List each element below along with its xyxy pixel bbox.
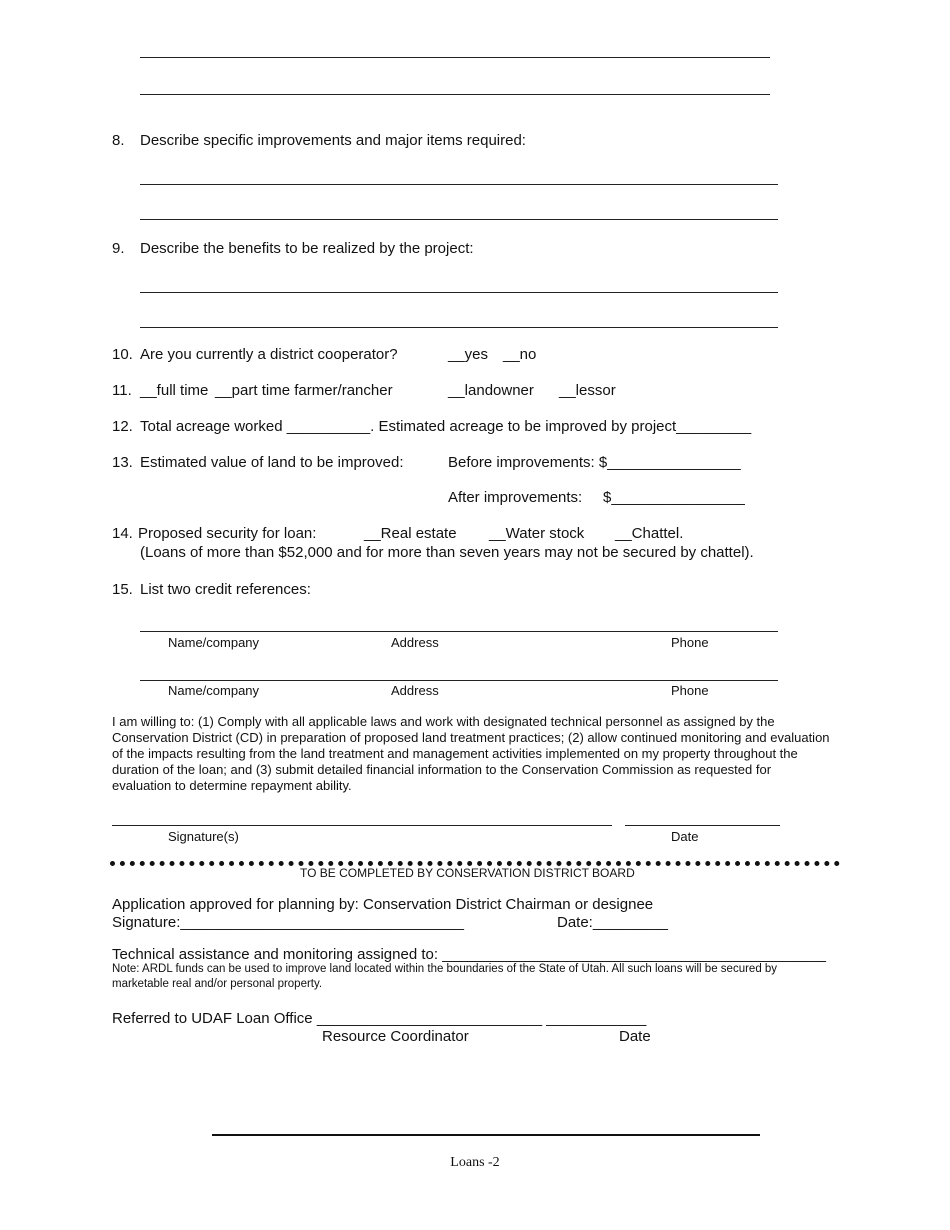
question-text: Describe specific improvements and major items required: [140,132,526,149]
real-estate-option[interactable]: __Real estate [364,525,457,542]
reference-phone-label: Phone [671,635,709,650]
reference-phone-label: Phone [671,683,709,698]
after-improvements-field[interactable]: $________________ [603,489,745,506]
approval-text: Application approved for planning by: Conservation District Chairman or designee [112,896,654,913]
after-improvements-label: After improvements: [448,489,583,506]
question-number: 13. [112,454,133,471]
signature-label: Signature(s) [168,829,239,844]
date-line[interactable] [625,825,780,826]
answer-line[interactable] [140,219,778,220]
question-text: Estimated value of land to be improved: [140,454,404,471]
landowner-option[interactable]: __landowner [448,382,534,399]
question-text: List two credit references: [140,581,311,598]
question-text: Are you currently a district cooperator? [140,346,398,363]
reference-address-label: Address [391,683,439,698]
question-number: 9. [112,240,125,257]
answer-line[interactable] [140,327,778,328]
date-label: Date [671,829,699,844]
reference-name-label: Name/company [168,683,260,698]
footer-rule [212,1134,760,1136]
question-number: 15. [112,581,133,598]
water-stock-option[interactable]: __Water stock [489,525,585,542]
question-number: 14. [112,525,133,542]
question-text: Describe the benefits to be realized by the project: [140,240,474,257]
lessor-option[interactable]: __lessor [559,382,616,399]
part-time-option[interactable]: __part time farmer/rancher [215,382,393,399]
full-time-option[interactable]: __full time [140,382,209,399]
answer-line[interactable] [140,57,770,58]
answer-line[interactable] [140,94,770,95]
answer-line[interactable] [140,184,778,185]
security-note: (Loans of more than $52,000 and for more than seven years may not be secured by chattel). [140,544,754,561]
board-section-header: TO BE COMPLETED BY CONSERVATION DISTRICT BOARD [300,866,635,880]
answer-line[interactable] [140,292,778,293]
technical-assistance-field[interactable]: Technical assistance and monitoring assigned to: ______________________________________________ [112,946,826,963]
page-footer: Loans -2 [450,1155,500,1170]
agreement-paragraph: I am willing to: (1) Comply with all applicable laws and work with designated technical personnel as assigned by the Conservation District (CD) in preparation of proposed land treatment practices; (2) allow continued monitoring and evaluation of the impacts resulting from the land treatment and management activities implemented on my property throughout the duration of the loan; and (3) submit detailed financial information to the Conservation Commission as requested for evaluation to determine repayment ability. [112,714,830,793]
yes-option[interactable]: __yes [448,346,489,363]
signature-line[interactable] [112,825,612,826]
question-text: Proposed security for loan: [138,525,317,542]
approval-signature-field[interactable]: Signature:__________________________________ [112,914,465,931]
resource-coordinator-label: Resource Coordinator [322,1028,469,1045]
before-improvements-field[interactable]: Before improvements: $________________ [448,454,741,471]
chattel-option[interactable]: __Chattel. [615,525,684,542]
ardl-note: Note: ARDL funds can be used to improve land located within the boundaries of the State of Utah. All such loans will be secured by marketable real and/or personal property. [112,963,778,990]
no-option[interactable]: __no [503,346,537,363]
referral-date-label: Date [619,1028,651,1045]
reference-address-label: Address [391,635,439,650]
reference-line[interactable] [140,631,778,632]
approval-date-field[interactable]: Date:_________ [557,914,668,931]
reference-name-label: Name/company [168,635,260,650]
referral-field[interactable]: Referred to UDAF Loan Office ___________________________ ____________ [112,1010,647,1027]
question-number: 12. [112,418,133,435]
acreage-text[interactable]: Total acreage worked __________. Estimated acreage to be improved by project_________ [140,418,752,435]
question-number: 11. [112,382,132,399]
question-number: 10. [112,346,133,363]
reference-line[interactable] [140,680,778,681]
question-number: 8. [112,132,125,149]
